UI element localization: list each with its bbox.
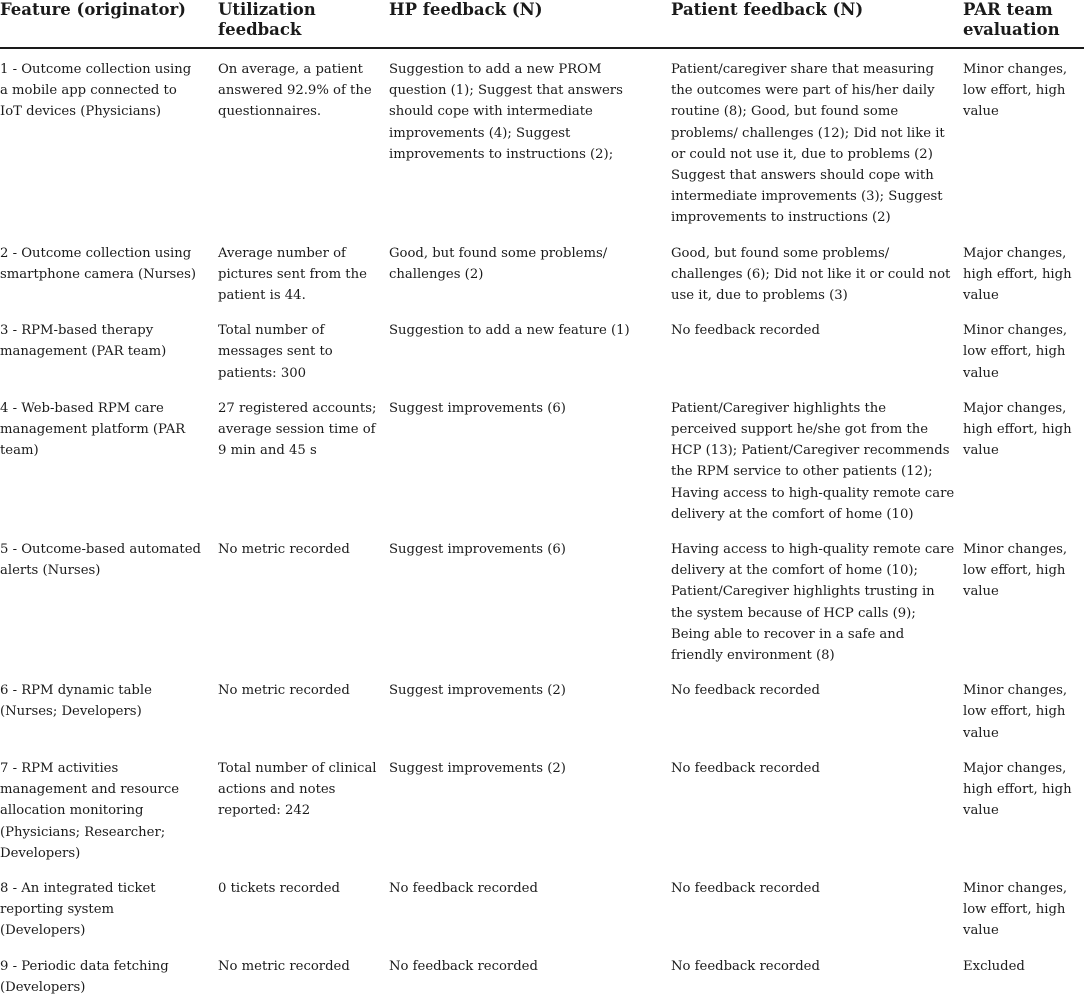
cell-hp-feedback: Suggestion to add a new PROM question (1); Suggest that answers should cope with intermediate improvements (4); Suggest improvements to instructions (2); [389,62,623,162]
header-par-evaluation: PAR team evaluation [963,0,1084,48]
cell-patient-feedback: No feedback recorded [671,958,820,974]
cell-par-evaluation: Major changes, high effort, high value [963,760,1072,819]
table-row [0,752,1084,872]
cell-utilization: 0 tickets recorded [218,880,340,896]
cell-par-evaluation: Major changes, high effort, high value [963,245,1072,304]
cell-patient-feedback: No feedback recorded [671,323,820,339]
cell-patient-feedback: Patient/caregiver share that measuring the outcomes were part of his/her daily routine (8); Good, but found some problems/ challenges (12); Did not like it or could not use it, due to problems (2) Suggest that answers should cope with intermediate improvements (3); Suggest improvements to instructions (2) [671,62,945,226]
header-patient-feedback: Patient feedback (N) [671,0,963,48]
cell-utilization: No metric recorded [218,958,350,974]
table-row [0,533,1084,674]
cell-par-evaluation: Minor changes, low effort, high value [963,542,1068,600]
cell-feature: 9 - Periodic data fetching (Developers) [0,958,169,995]
cell-feature: 4 - Web-based RPM care management platform (PAR team) [0,400,186,459]
cell-utilization: Total number of clinical actions and notes reported: 242 [218,760,377,819]
cell-patient-feedback: Good, but found some problems/ challenges (6); Did not like it or could not use it, due to problems (3) [671,245,951,304]
cell-par-evaluation: Minor changes, low effort, high value [963,323,1068,381]
table-body [0,48,1084,1006]
table-row [0,950,1084,1006]
cell-hp-feedback: Suggest improvements (2) [389,683,566,699]
cell-hp-feedback: Suggest improvements (6) [389,400,566,416]
header-hp-feedback: HP feedback (N) [389,0,671,48]
header-row [0,0,1084,48]
header-utilization: Utilization feedback [218,0,389,48]
cell-feature: 5 - Outcome-based automated alerts (Nurses) [0,542,201,579]
cell-patient-feedback: No feedback recorded [671,683,820,699]
cell-utilization: Average number of pictures sent from the patient is 44. [218,245,367,304]
cell-patient-feedback: No feedback recorded [671,760,820,776]
table-row [0,314,1084,392]
cell-utilization: On average, a patient answered 92.9% of the questionnaires. [218,62,372,120]
table-row [0,48,1084,237]
table-row [0,674,1084,752]
cell-patient-feedback: No feedback recorded [671,880,820,896]
cell-utilization: Total number of messages sent to patients: 300 [218,323,333,381]
cell-hp-feedback: Good, but found some problems/ challenges (2) [389,245,608,282]
cell-hp-feedback: Suggest improvements (6) [389,542,566,558]
cell-feature: 8 - An integrated ticket reporting system (Developers) [0,880,156,939]
cell-hp-feedback: No feedback recorded [389,880,538,896]
header-feature: Feature (originator) [0,0,218,48]
cell-utilization: 27 registered accounts; average session time of 9 min and 45 s [218,400,377,459]
cell-par-evaluation: Major changes, high effort, high value [963,400,1072,459]
cell-patient-feedback: Having access to high-quality remote care delivery at the comfort of home (10); Patient/Caregiver highlights trusting in the system because of HCP calls (9); Being able to recover in a safe and friendly environment (8) [671,542,955,664]
cell-feature: 6 - RPM dynamic table (Nurses; Developers) [0,683,152,720]
cell-feature: 1 - Outcome collection using a mobile app connected to IoT devices (Physicians) [0,62,192,120]
cell-feature: 3 - RPM-based therapy management (PAR team) [0,323,167,360]
cell-hp-feedback: No feedback recorded [389,958,538,974]
cell-hp-feedback: Suggestion to add a new feature (1) [389,323,630,339]
cell-feature: 2 - Outcome collection using smartphone camera (Nurses) [0,245,196,282]
cell-feature: 7 - RPM activities management and resource allocation monitoring (Physicians; Researcher; Developers) [0,760,180,861]
table-row [0,392,1084,533]
cell-utilization: No metric recorded [218,683,350,699]
cell-utilization: No metric recorded [218,542,350,558]
cell-par-evaluation: Minor changes, low effort, high value [963,880,1068,939]
cell-patient-feedback: Patient/Caregiver highlights the perceived support he/she got from the HCP (13); Patient/Caregiver recommends the RPM service to other patients (12); Having access to high-quality remote care delivery at the comfort of home (10) [671,400,955,522]
cell-par-evaluation: Excluded [963,958,1025,974]
cell-par-evaluation: Minor changes, low effort, high value [963,62,1068,120]
cell-par-evaluation: Minor changes, low effort, high value [963,683,1068,741]
table-header [0,0,1084,48]
cell-hp-feedback: Suggest improvements (2) [389,760,566,776]
table-row [0,237,1084,315]
